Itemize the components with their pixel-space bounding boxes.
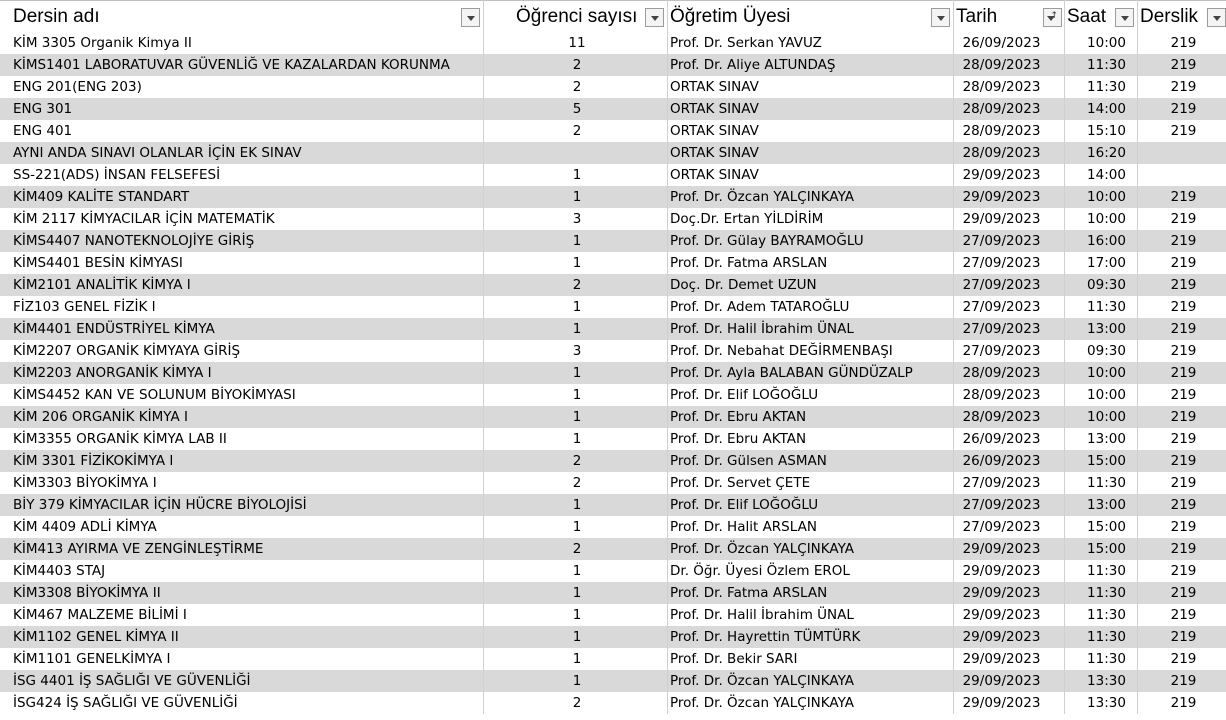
table-row xyxy=(0,560,1226,582)
cell-saat[interactable]: 15:10 xyxy=(1087,123,1126,139)
cell-saat[interactable]: 11:30 xyxy=(1087,585,1126,601)
cell-ders[interactable]: KİM2203 ANORGANİK KİMYA I xyxy=(13,365,212,381)
table-row xyxy=(0,472,1226,494)
cell-uye[interactable]: ORTAK SINAV xyxy=(670,101,759,117)
cell-ogrenci[interactable]: 2 xyxy=(572,453,582,469)
cell-derslik[interactable]: 219 xyxy=(1170,79,1197,95)
cell-tarih[interactable]: 27/09/2023 xyxy=(962,519,1041,535)
cell-ogrenci[interactable]: 2 xyxy=(572,541,582,557)
header-tarih[interactable]: Tarih xyxy=(956,6,998,27)
cell-ogrenci[interactable]: 2 xyxy=(572,277,582,293)
cell-uye[interactable]: Dr. Öğr. Üyesi Özlem EROL xyxy=(670,563,850,579)
cell-derslik[interactable]: 219 xyxy=(1170,585,1197,601)
column-divider xyxy=(667,0,668,720)
cell-ders[interactable]: ENG 201(ENG 203) xyxy=(13,79,142,95)
cell-saat[interactable]: 10:00 xyxy=(1087,211,1126,227)
cell-derslik[interactable]: 219 xyxy=(1170,255,1197,271)
cell-tarih[interactable]: 28/09/2023 xyxy=(962,387,1041,403)
table-row xyxy=(0,164,1226,186)
cell-uye[interactable]: Prof. Dr. Fatma ARSLAN xyxy=(670,585,828,601)
table-row xyxy=(0,32,1226,54)
cell-ders[interactable]: KİM 206 ORGANİK KİMYA I xyxy=(13,409,188,425)
filter-dropdown-icon xyxy=(1213,16,1221,21)
cell-uye[interactable]: Prof. Dr. Gülsen ASMAN xyxy=(670,453,827,469)
cell-uye[interactable]: Prof. Dr. Özcan YALÇINKAYA xyxy=(670,541,855,557)
cell-tarih[interactable]: 28/09/2023 xyxy=(962,57,1041,73)
cell-tarih[interactable]: 28/09/2023 xyxy=(962,123,1041,139)
cell-uye[interactable]: Prof. Dr. Halit ARSLAN xyxy=(670,519,817,535)
cell-tarih[interactable]: 29/09/2023 xyxy=(962,585,1041,601)
table-row xyxy=(0,428,1226,450)
header-row xyxy=(0,0,1226,33)
cell-tarih[interactable]: 29/09/2023 xyxy=(962,695,1041,711)
cell-saat[interactable]: 15:00 xyxy=(1087,453,1126,469)
cell-derslik[interactable]: 219 xyxy=(1170,299,1197,315)
cell-saat[interactable]: 11:30 xyxy=(1087,475,1126,491)
cell-ders[interactable]: SS-221(ADS) İNSAN FELSEFESİ xyxy=(13,167,221,183)
cell-ders[interactable]: KİM467 MALZEME BİLİMİ I xyxy=(13,607,187,623)
table-row xyxy=(0,384,1226,406)
cell-uye[interactable]: Doç. Dr. Demet UZUN xyxy=(670,277,817,293)
filter-saat-button[interactable] xyxy=(1115,8,1134,27)
cell-tarih[interactable]: 29/09/2023 xyxy=(962,563,1041,579)
cell-tarih[interactable]: 26/09/2023 xyxy=(962,453,1041,469)
cell-ders[interactable]: KİM3355 ORGANİK KİMYA LAB II xyxy=(13,431,227,447)
cell-derslik[interactable]: 219 xyxy=(1170,453,1197,469)
cell-ogrenci[interactable]: 11 xyxy=(568,35,586,51)
cell-derslik[interactable] xyxy=(1137,142,1226,164)
cell-saat[interactable]: 10:00 xyxy=(1087,365,1126,381)
cell-tarih[interactable]: 29/09/2023 xyxy=(962,211,1041,227)
cell-derslik[interactable]: 219 xyxy=(1170,431,1197,447)
table-row xyxy=(0,76,1226,98)
header-uye[interactable]: Öğretim Üyesi xyxy=(670,6,791,27)
cell-saat[interactable]: 11:30 xyxy=(1087,607,1126,623)
cell-derslik[interactable]: 219 xyxy=(1170,497,1197,513)
cell-tarih[interactable]: 28/09/2023 xyxy=(962,409,1041,425)
cell-uye[interactable]: Prof. Dr. Ebru AKTAN xyxy=(670,431,807,447)
cell-saat[interactable]: 16:20 xyxy=(1087,145,1126,161)
table-row xyxy=(0,318,1226,340)
cell-saat[interactable]: 11:30 xyxy=(1087,651,1126,667)
table-row xyxy=(0,274,1226,296)
cell-ders[interactable]: KİMS4401 BESİN KİMYASI xyxy=(13,255,183,271)
cell-tarih[interactable]: 26/09/2023 xyxy=(962,35,1041,51)
column-divider xyxy=(483,0,484,720)
cell-derslik[interactable]: 219 xyxy=(1170,409,1197,425)
filter-dropdown-icon xyxy=(651,16,659,21)
cell-tarih[interactable]: 27/09/2023 xyxy=(962,475,1041,491)
cell-saat[interactable]: 09:30 xyxy=(1087,277,1126,293)
table-row xyxy=(0,626,1226,648)
cell-ogrenci[interactable]: 1 xyxy=(572,651,582,667)
cell-tarih[interactable]: 28/09/2023 xyxy=(962,79,1041,95)
cell-saat[interactable]: 17:00 xyxy=(1087,255,1126,271)
cell-tarih[interactable]: 29/09/2023 xyxy=(962,607,1041,623)
cell-saat[interactable]: 10:00 xyxy=(1087,35,1126,51)
cell-saat[interactable]: 16:00 xyxy=(1087,233,1126,249)
filter-dropdown-icon xyxy=(1121,16,1129,21)
cell-derslik[interactable]: 219 xyxy=(1170,629,1197,645)
cell-ders[interactable]: KİM413 AYIRMA VE ZENGİNLEŞTİRME xyxy=(13,541,264,557)
cell-ogrenci[interactable]: 1 xyxy=(572,409,582,425)
table-row xyxy=(0,296,1226,318)
cell-ders[interactable]: ENG 301 xyxy=(13,101,73,117)
cell-derslik[interactable]: 219 xyxy=(1170,695,1197,711)
cell-ogrenci[interactable]: 1 xyxy=(572,321,582,337)
cell-derslik[interactable]: 219 xyxy=(1170,541,1197,557)
cell-ders[interactable]: KİM2101 ANALİTİK KİMYA I xyxy=(13,277,191,293)
cell-ders[interactable]: İSG 4401 İŞ SAĞLIĞI VE GÜVENLİĞİ xyxy=(13,673,251,689)
cell-saat[interactable]: 09:30 xyxy=(1087,343,1126,359)
cell-uye[interactable]: Prof. Dr. Fatma ARSLAN xyxy=(670,255,828,271)
cell-ogrenci[interactable]: 2 xyxy=(572,475,582,491)
header-saat[interactable]: Saat xyxy=(1067,6,1107,27)
cell-tarih[interactable]: 29/09/2023 xyxy=(962,651,1041,667)
cell-tarih[interactable]: 27/09/2023 xyxy=(962,255,1041,271)
cell-derslik[interactable]: 219 xyxy=(1170,563,1197,579)
cell-uye[interactable]: Prof. Dr. Bekir SARI xyxy=(670,651,798,667)
cell-ders[interactable]: KİM3303 BİYOKİMYA I xyxy=(13,475,157,491)
cell-ders[interactable]: KİM 4409 ADLİ KİMYA xyxy=(13,519,157,535)
cell-derslik[interactable]: 219 xyxy=(1170,651,1197,667)
table-row xyxy=(0,648,1226,670)
cell-uye[interactable]: ORTAK SINAV xyxy=(670,79,759,95)
cell-tarih[interactable]: 29/09/2023 xyxy=(962,189,1041,205)
cell-derslik[interactable]: 219 xyxy=(1170,475,1197,491)
table-row xyxy=(0,142,1226,164)
cell-saat[interactable]: 13:30 xyxy=(1087,673,1126,689)
cell-tarih[interactable]: 27/09/2023 xyxy=(962,233,1041,249)
cell-ogrenci[interactable]: 3 xyxy=(572,343,582,359)
cell-tarih[interactable]: 28/09/2023 xyxy=(962,145,1041,161)
cell-saat[interactable]: 10:00 xyxy=(1087,409,1126,425)
cell-tarih[interactable]: 27/09/2023 xyxy=(962,343,1041,359)
table-row xyxy=(0,54,1226,76)
cell-derslik[interactable]: 219 xyxy=(1170,233,1197,249)
table-row xyxy=(0,450,1226,472)
column-divider xyxy=(1137,0,1138,720)
cell-saat[interactable]: 15:00 xyxy=(1087,519,1126,535)
cell-ders[interactable]: KİM1101 GENELKİMYA I xyxy=(13,651,171,667)
bottom-strip xyxy=(0,714,1226,720)
table-row xyxy=(0,252,1226,274)
cell-ogrenci[interactable]: 1 xyxy=(572,629,582,645)
cell-uye[interactable]: Prof. Dr. Serkan YAVUZ xyxy=(670,35,822,51)
cell-ogrenci[interactable]: 1 xyxy=(572,189,582,205)
cell-tarih[interactable]: 29/09/2023 xyxy=(962,167,1041,183)
cell-uye[interactable]: ORTAK SINAV xyxy=(670,123,759,139)
cell-ders[interactable]: KİMS1401 LABORATUVAR GÜVENLİĞ VE KAZALARDAN KORUNMA xyxy=(13,57,450,73)
cell-ders[interactable]: KİM1102 GENEL KİMYA II xyxy=(13,629,179,645)
header-ders[interactable]: Dersin adı xyxy=(13,6,100,27)
table-row xyxy=(0,230,1226,252)
filter-uye-button[interactable] xyxy=(931,8,950,27)
cell-uye[interactable]: Prof. Dr. Servet ÇETE xyxy=(670,475,811,491)
table-row xyxy=(0,98,1226,120)
filter-dropdown-icon xyxy=(467,16,475,21)
cell-ogrenci[interactable]: 1 xyxy=(572,365,582,381)
cell-ogrenci[interactable]: 3 xyxy=(572,211,582,227)
cell-uye[interactable]: Prof. Dr. Aliye ALTUNDAŞ xyxy=(670,57,836,73)
table-row xyxy=(0,362,1226,384)
cell-derslik[interactable] xyxy=(1137,164,1226,186)
filter-derslik-button[interactable] xyxy=(1207,8,1226,27)
cell-saat[interactable]: 11:30 xyxy=(1087,563,1126,579)
cell-ders[interactable]: KİM4401 ENDÜSTRİYEL KİMYA xyxy=(13,321,215,337)
cell-uye[interactable]: Prof. Dr. Özcan YALÇINKAYA xyxy=(670,695,855,711)
cell-tarih[interactable]: 29/09/2023 xyxy=(962,629,1041,645)
cell-ogrenci[interactable]: 2 xyxy=(572,123,582,139)
cell-uye[interactable]: ORTAK SINAV xyxy=(670,145,759,161)
table-row xyxy=(0,604,1226,626)
cell-uye[interactable]: Prof. Dr. Nebahat DEĞİRMENBAŞI xyxy=(670,343,893,359)
cell-ogrenci[interactable] xyxy=(483,142,667,164)
cell-derslik[interactable]: 219 xyxy=(1170,387,1197,403)
cell-tarih[interactable]: 29/09/2023 xyxy=(962,541,1041,557)
cell-derslik[interactable]: 219 xyxy=(1170,189,1197,205)
cell-ogrenci[interactable]: 5 xyxy=(572,101,582,117)
cell-uye[interactable]: Prof. Dr. Ebru AKTAN xyxy=(670,409,807,425)
cell-saat[interactable]: 11:30 xyxy=(1087,57,1126,73)
cell-ogrenci[interactable]: 1 xyxy=(572,387,582,403)
cell-ders[interactable]: KİM4403 STAJ xyxy=(13,563,106,579)
cell-ogrenci[interactable]: 2 xyxy=(572,79,582,95)
cell-derslik[interactable]: 219 xyxy=(1170,123,1197,139)
cell-uye[interactable]: Prof. Dr. Gülay BAYRAMOĞLU xyxy=(670,233,864,249)
cell-uye[interactable]: Doç.Dr. Ertan YİLDİRİM xyxy=(670,211,824,227)
table-row xyxy=(0,186,1226,208)
cell-uye[interactable]: Prof. Dr. Halil İbrahim ÜNAL xyxy=(670,607,854,623)
table-row xyxy=(0,208,1226,230)
header-ogrenci[interactable]: Öğrenci sayısı xyxy=(516,6,638,27)
cell-uye[interactable]: Prof. Dr. Halil İbrahim ÜNAL xyxy=(670,321,854,337)
cell-ders[interactable]: KİM2207 ORGANİK KİMYAYA GİRİŞ xyxy=(13,343,241,359)
cell-uye[interactable]: Prof. Dr. Özcan YALÇINKAYA xyxy=(670,673,855,689)
header-derslik[interactable]: Derslik xyxy=(1140,6,1199,27)
sort-ascending-icon: ↑ xyxy=(1050,11,1058,21)
cell-ogrenci[interactable]: 1 xyxy=(572,431,582,447)
cell-ders[interactable]: KİM3308 BİYOKİMYA II xyxy=(13,585,161,601)
cell-derslik[interactable]: 219 xyxy=(1170,519,1197,535)
filter-ders-button[interactable] xyxy=(461,8,480,27)
cell-ogrenci[interactable]: 1 xyxy=(572,607,582,623)
cell-ders[interactable]: AYNI ANDA SINAVI OLANLAR İÇİN EK SINAV xyxy=(13,145,302,161)
cell-tarih[interactable]: 29/09/2023 xyxy=(962,673,1041,689)
cell-uye[interactable]: Prof. Dr. Elif LOĞOĞLU xyxy=(670,497,819,513)
cell-derslik[interactable]: 219 xyxy=(1170,101,1197,117)
cell-ders[interactable]: FİZ103 GENEL FİZİK I xyxy=(13,299,156,315)
cell-ogrenci[interactable]: 1 xyxy=(572,673,582,689)
cell-ogrenci[interactable]: 1 xyxy=(572,299,582,315)
cell-uye[interactable]: Prof. Dr. Hayrettin TÜMTÜRK xyxy=(670,629,861,645)
cell-ders[interactable]: KİMS4407 NANOTEKNOLOJİYE GİRİŞ xyxy=(13,233,255,249)
cell-saat[interactable]: 11:30 xyxy=(1087,79,1126,95)
cell-saat[interactable]: 11:30 xyxy=(1087,299,1126,315)
filter-dropdown-icon xyxy=(937,16,945,21)
cell-uye[interactable]: Prof. Dr. Elif LOĞOĞLU xyxy=(670,387,819,403)
cell-ders[interactable]: KİM 3305 Organik Kimya II xyxy=(13,35,192,51)
cell-derslik[interactable]: 219 xyxy=(1170,211,1197,227)
cell-saat[interactable]: 11:30 xyxy=(1087,629,1126,645)
table-row xyxy=(0,406,1226,428)
cell-derslik[interactable]: 219 xyxy=(1170,35,1197,51)
cell-ders[interactable]: ENG 401 xyxy=(13,123,73,139)
cell-ders[interactable]: KİM 3301 FİZİKOKİMYA I xyxy=(13,453,174,469)
cell-tarih[interactable]: 28/09/2023 xyxy=(962,101,1041,117)
cell-tarih[interactable]: 27/09/2023 xyxy=(962,497,1041,513)
filter-ogrenci-button[interactable] xyxy=(645,8,664,27)
cell-derslik[interactable]: 219 xyxy=(1170,277,1197,293)
column-divider xyxy=(953,0,954,720)
cell-tarih[interactable]: 27/09/2023 xyxy=(962,321,1041,337)
table-row xyxy=(0,582,1226,604)
cell-ders[interactable]: KİM 2117 KİMYACILAR İÇİN MATEMATİK xyxy=(13,211,275,227)
cell-saat[interactable]: 13:00 xyxy=(1087,497,1126,513)
cell-ogrenci[interactable]: 1 xyxy=(572,497,582,513)
cell-derslik[interactable]: 219 xyxy=(1170,57,1197,73)
column-divider xyxy=(1064,0,1065,720)
cell-saat[interactable]: 14:00 xyxy=(1087,101,1126,117)
cell-ders[interactable]: BİY 379 KİMYACILAR İÇİN HÜCRE BİYOLOJİSİ xyxy=(13,497,307,513)
cell-tarih[interactable]: 26/09/2023 xyxy=(962,431,1041,447)
cell-ders[interactable]: İSG424 İŞ SAĞLIĞI VE GÜVENLİĞİ xyxy=(13,695,238,711)
table-row xyxy=(0,494,1226,516)
table-row xyxy=(0,120,1226,142)
cell-ders[interactable]: KİMS4452 KAN VE SOLUNUM BİYOKİMYASI xyxy=(13,387,296,403)
cell-saat[interactable]: 13:00 xyxy=(1087,431,1126,447)
cell-saat[interactable]: 10:00 xyxy=(1087,189,1126,205)
cell-saat[interactable]: 13:30 xyxy=(1087,695,1126,711)
cell-uye[interactable]: Prof. Dr. Özcan YALÇINKAYA xyxy=(670,189,855,205)
cell-ogrenci[interactable]: 2 xyxy=(572,695,582,711)
cell-saat[interactable]: 10:00 xyxy=(1087,387,1126,403)
table-row xyxy=(0,538,1226,560)
table-row xyxy=(0,340,1226,362)
table-row xyxy=(0,516,1226,538)
cell-ogrenci[interactable]: 1 xyxy=(572,563,582,579)
cell-uye[interactable]: Prof. Dr. Adem TATAROĞLU xyxy=(670,299,850,315)
cell-derslik[interactable]: 219 xyxy=(1170,673,1197,689)
cell-saat[interactable]: 13:00 xyxy=(1087,321,1126,337)
table-row xyxy=(0,670,1226,692)
cell-ogrenci[interactable]: 1 xyxy=(572,255,582,271)
cell-derslik[interactable]: 219 xyxy=(1170,365,1197,381)
cell-uye[interactable]: Prof. Dr. Ayla BALABAN GÜNDÜZALP xyxy=(670,365,913,381)
cell-saat[interactable]: 14:00 xyxy=(1087,167,1126,183)
cell-tarih[interactable]: 27/09/2023 xyxy=(962,277,1041,293)
cell-ogrenci[interactable]: 1 xyxy=(572,167,582,183)
cell-saat[interactable]: 15:00 xyxy=(1087,541,1126,557)
cell-ogrenci[interactable]: 1 xyxy=(572,519,582,535)
cell-derslik[interactable]: 219 xyxy=(1170,321,1197,337)
cell-ders[interactable]: KİM409 KALİTE STANDART xyxy=(13,189,190,205)
cell-uye[interactable]: ORTAK SINAV xyxy=(670,167,759,183)
table-row xyxy=(0,692,1226,714)
cell-derslik[interactable]: 219 xyxy=(1170,343,1197,359)
sort-tarih-button[interactable] xyxy=(1043,8,1062,27)
cell-ogrenci[interactable]: 1 xyxy=(572,585,582,601)
cell-tarih[interactable]: 28/09/2023 xyxy=(962,365,1041,381)
cell-ogrenci[interactable]: 1 xyxy=(572,233,582,249)
cell-derslik[interactable]: 219 xyxy=(1170,607,1197,623)
cell-ogrenci[interactable]: 2 xyxy=(572,57,582,73)
cell-tarih[interactable]: 27/09/2023 xyxy=(962,299,1041,315)
